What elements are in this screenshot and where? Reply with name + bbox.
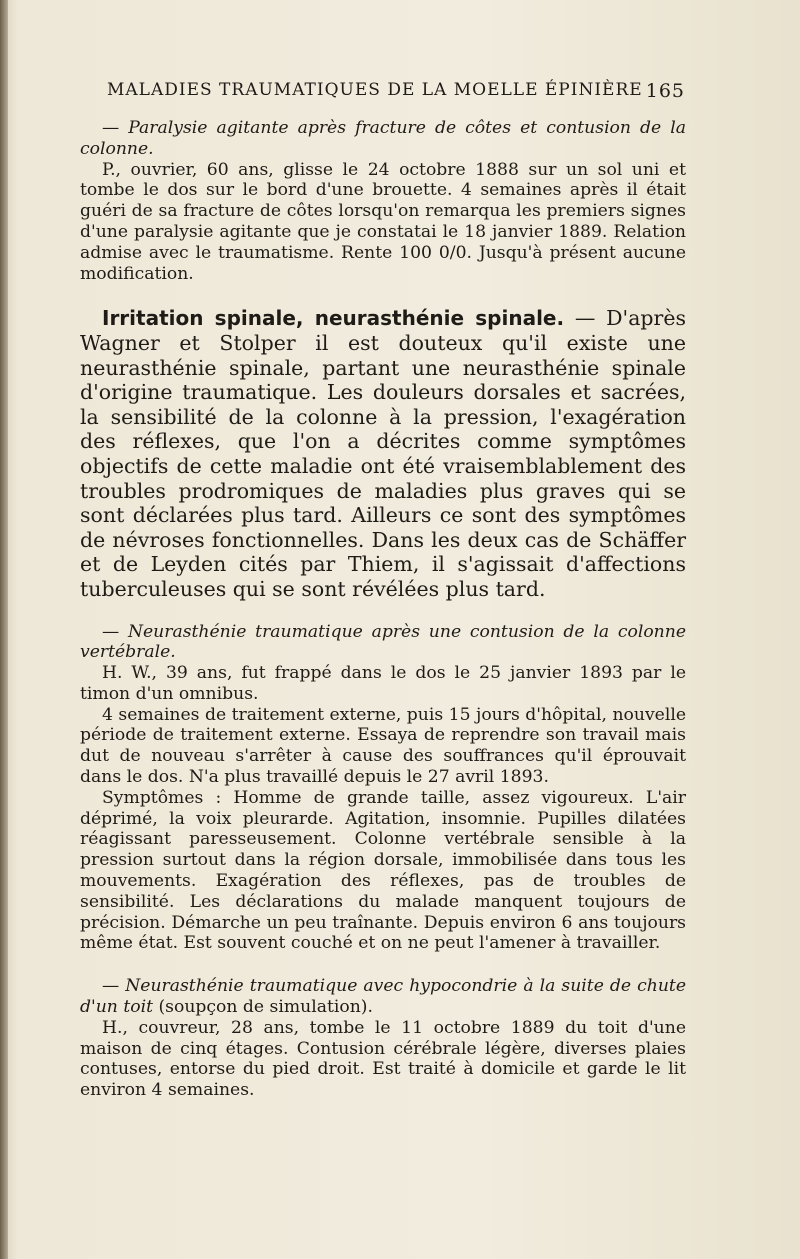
- case1-text: P., ouvrier, 60 ans, glisse le 24 octobre 1888 sur un sol uni et tombe le dos sur le bord d'une brouette. 4 semaines après il était guéri de sa fracture de côtes lorsqu'on remarqua les premiers signes d'une paralysie agitante que je constatai le 18 janvier 1889. Relation admise avec le traumatisme. Rente 100 0/0. Jusqu'à présent aucune modification.: [80, 159, 686, 284]
- case3-title-suffix: (soupçon de simulation).: [153, 997, 373, 1018]
- page-body: [80, 118, 686, 1101]
- section-text: — D'après Wagner et Stolper il est douteux qu'il existe une neurasthénie spinale, partant une neurasthénie spinale d'origine traumatique. Les douleurs dorsales et sacrées, la sensibilité de la colonne à la pression, l'exagération des réflexes, que l'on a décrites comme symptômes objectifs de cette maladie ont été vraisemblablement des troubles prodromiques de maladies plus graves qui se sont déclarées plus tard. Ailleurs ce sont des symptômes de névroses fonctionnelles. Dans les deux cas de Schäffer et de Leyden cités par Thiem, il s'agissait d'affections tuberculeuses qui se sont révélées plus tard.: [80, 306, 686, 601]
- case2-paragraph-1: H. W., 39 ans, fut frappé dans le dos le 25 janvier 1893 par le timon d'un omnibus.: [80, 663, 686, 704]
- case2-paragraph-3: Symptômes : Homme de grande taille, assez vigoureux. L'air déprimé, la voix pleurarde. Agitation, insomnie. Pupilles dilatées réagissant paresseusement. Colonne vertébrale sensible à la pression surtout dans la région dorsale, immobilisée dans tous les mouvements. Exagération des réflexes, pas de troubles de sensibilité. Les déclarations du malade manquent toujours de précision. Démarche un peu traînante. Depuis environ 6 ans toujours même état. Est souvent couché et on ne peut l'amener à travailler.: [80, 787, 686, 954]
- case3-title: — Neurasthénie traumatique avec hypocondrie à la suite de chute d'un toit: [80, 976, 686, 1018]
- case3-text: H., couvreur, 28 ans, tombe le 11 octobre 1889 du toit d'une maison de cinq étages. Contusion cérébrale légère, diverses plaies contuses, entorse du pied droit. Est traité à domicile et garde le lit environ 4 semaines.: [80, 1017, 686, 1101]
- case1-title: — Paralysie agitante après fracture de côtes et contusion de la colonne.: [80, 118, 686, 159]
- case2-paragraph-2: 4 semaines de traitement externe, puis 15 jours d'hôpital, nouvelle période de traitement externe. Essaya de reprendre son travail mais dut de nouveau s'arrêter à cause des souffrances qu'il éprouvait dans le dos. N'a plus travaillé depuis le 27 avril 1893.: [80, 704, 686, 788]
- section-heading: Irritation spinale, neurasthénie spinale.: [102, 306, 565, 331]
- section-paragraph: [80, 306, 686, 601]
- book-spine-edge: [0, 0, 8, 1259]
- page-number: 165: [645, 80, 685, 102]
- case3-title-line: [80, 976, 686, 1018]
- running-title: MALADIES TRAUMATIQUES DE LA MOELLE ÉPINIÈRE: [107, 80, 643, 100]
- case2-title: — Neurasthénie traumatique après une contusion de la colonne vertébrale.: [80, 621, 686, 663]
